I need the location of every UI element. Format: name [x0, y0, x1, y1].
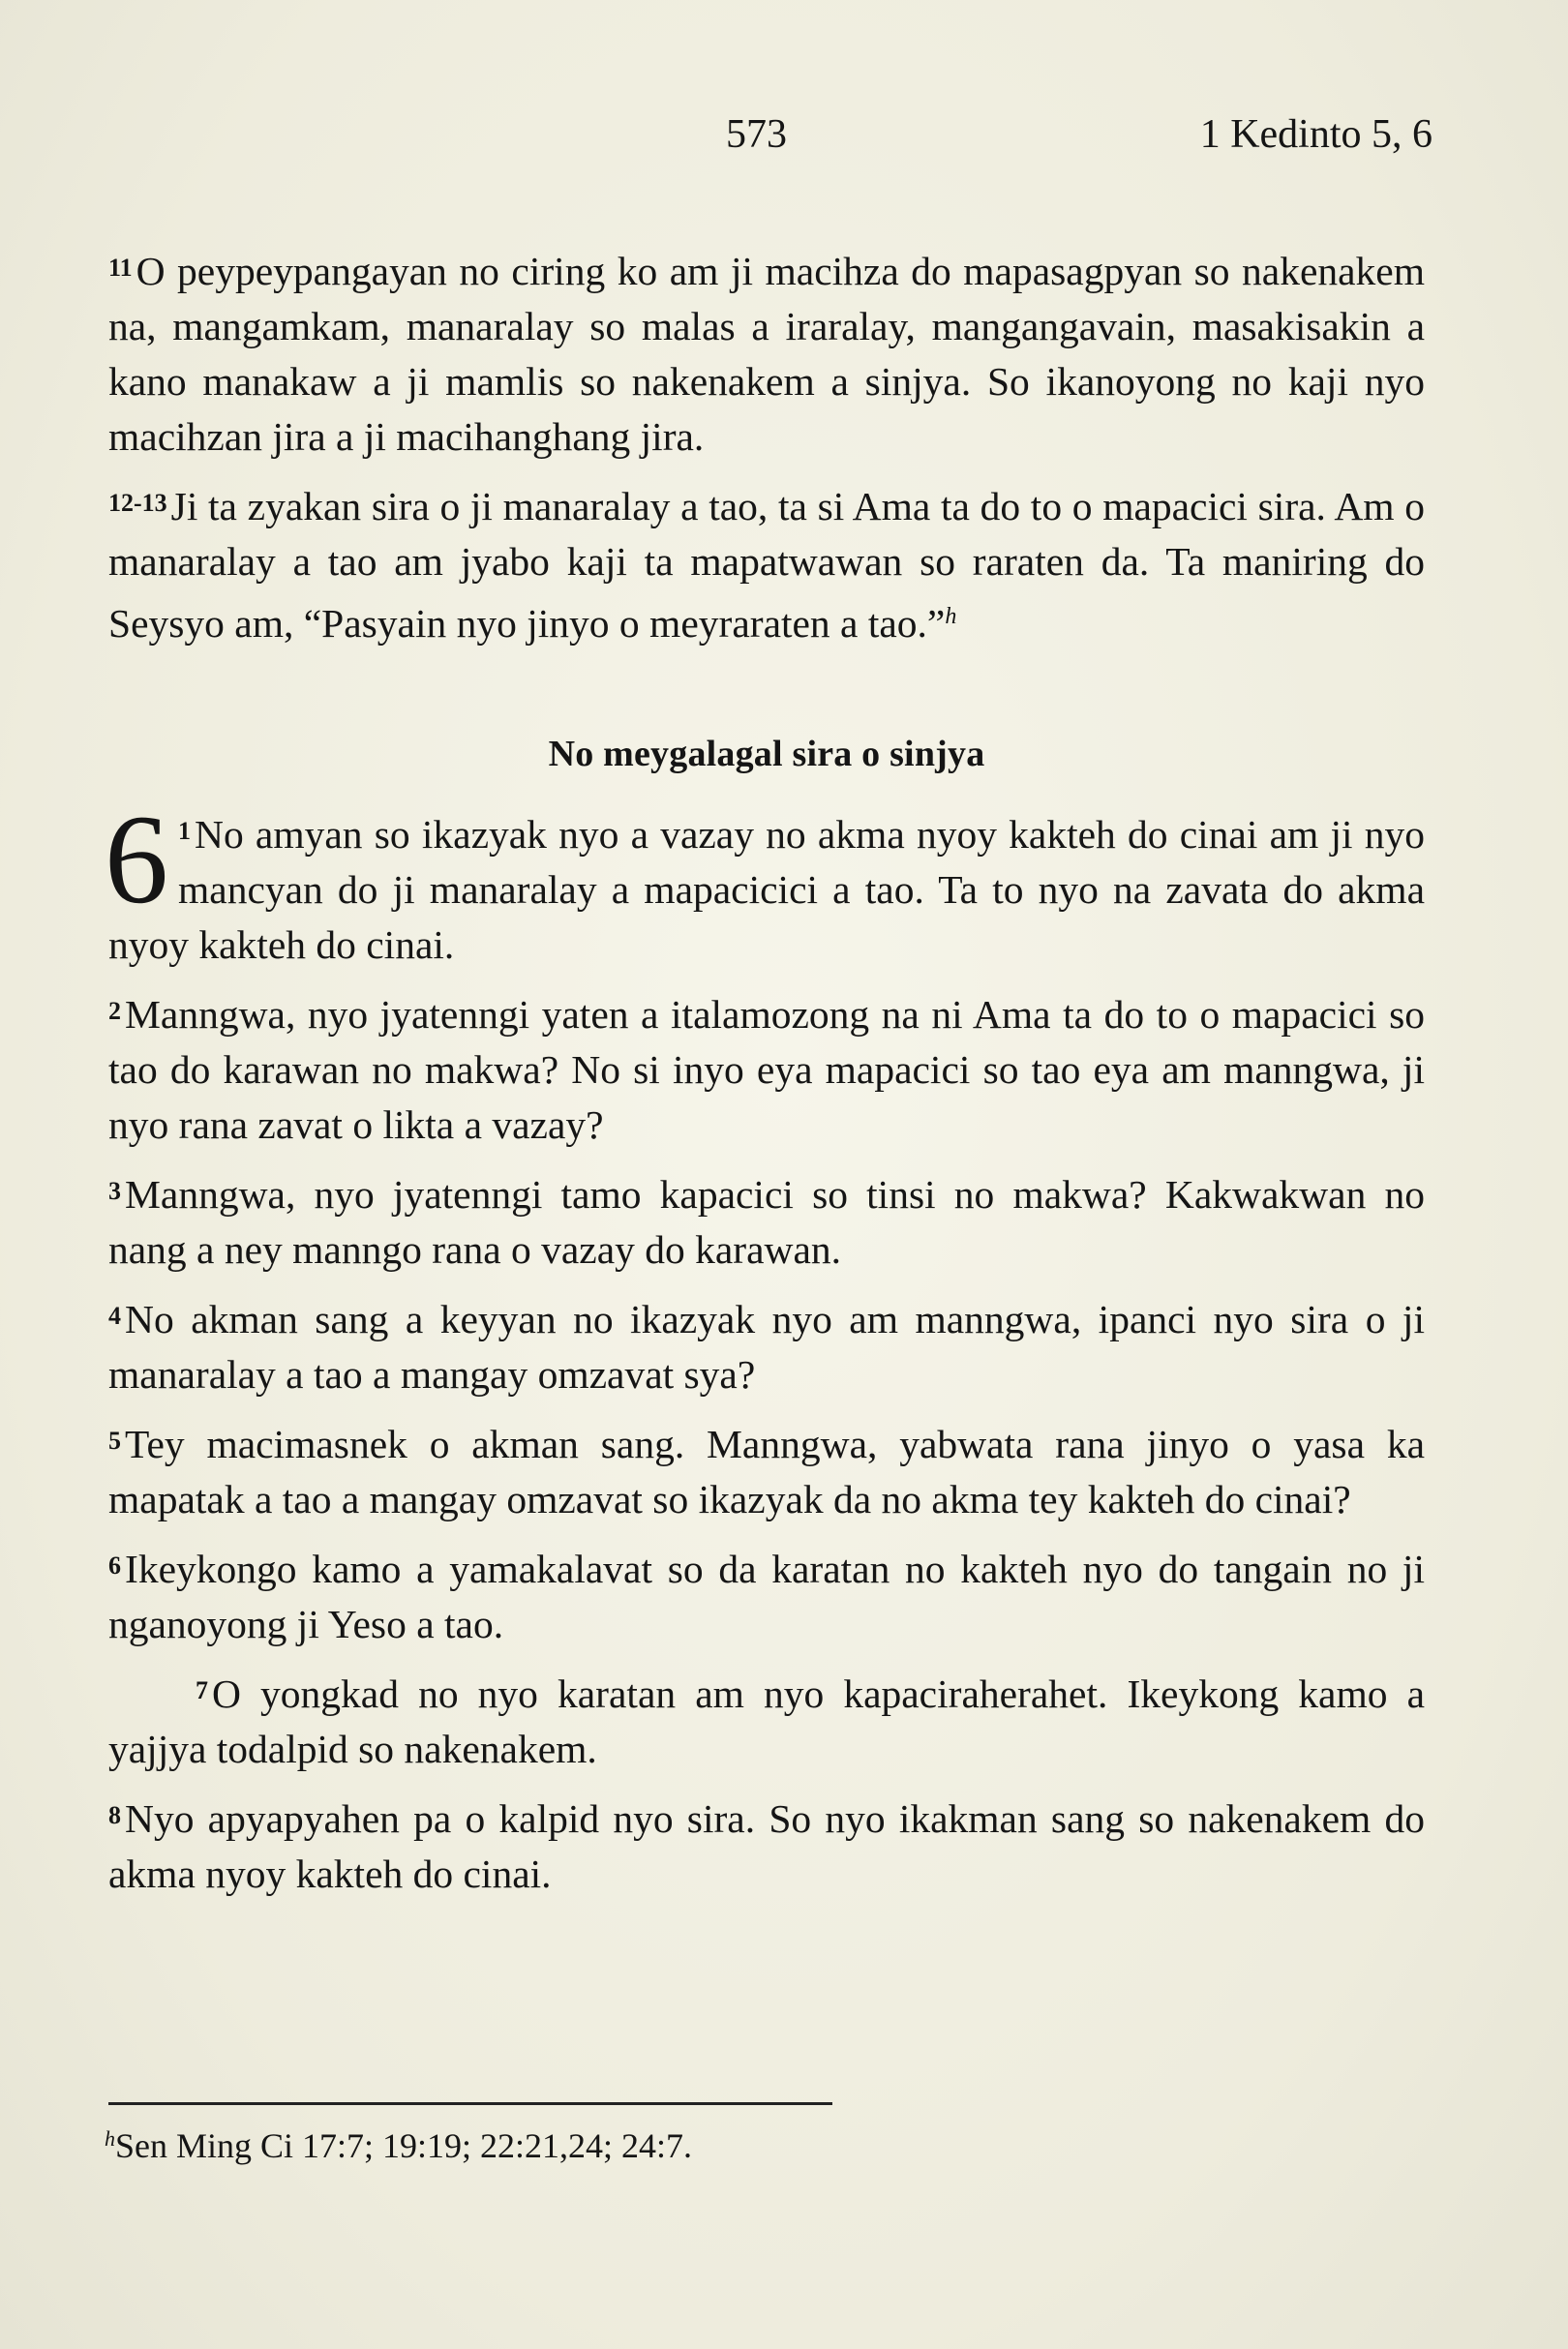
verse-6-6: [108, 1538, 1425, 1652]
verse-text: Ikeykongo kamo a yamakalavat so da karatan no kakteh nyo do tangain no ji nganoyong ji Yeso a tao.: [108, 1547, 1425, 1646]
verse-text: Manngwa, nyo jyatenngi yaten a italamozong na ni Ama ta do to o mapacici so tao do karawan no makwa? No si inyo eya mapacici so tao eya am manngwa, ji nyo rana zavat o likta a vazay?: [108, 992, 1425, 1147]
verse-number: 2: [108, 997, 121, 1025]
footnote-text: Sen Ming Ci 17:7; 19:19; 22:21,24; 24:7.: [115, 2126, 693, 2165]
verse-number: 7: [196, 1676, 208, 1704]
verse-number: 5: [108, 1427, 121, 1455]
verse-6-7: [108, 1663, 1425, 1777]
verse-text: O peypeypangayan no ciring ko am ji macihza do mapasagpyan so nakenakem na, mangamkam, manaralay so malas a iraralay, mangangavain, masakisakin a kano manakaw a ji mamlis so nakenakem a sinjya. So ikanoyong no kaji nyo macihzan jira a ji macihanghang jira.: [108, 249, 1425, 459]
verse-number: 1: [178, 817, 191, 845]
verse-number: 6: [108, 1551, 121, 1580]
verse-6-4: [108, 1288, 1425, 1402]
footnote-ref: h: [945, 604, 957, 629]
verse-number: 3: [108, 1177, 121, 1205]
verse-text: Tey macimasnek o akman sang. Manngwa, yabwata rana jinyo o yasa ka mapatak a tao a mangay omzavat so ikazyak da no akma tey kakteh do cinai?: [108, 1422, 1425, 1521]
verse-text: Manngwa, nyo jyatenngi tamo kapacici so tinsi no makwa? Kakwakwan no nang a ney manngo rana o vazay do karawan.: [108, 1172, 1425, 1272]
verse-number: 8: [108, 1801, 121, 1829]
page-header: [0, 111, 1568, 169]
section-heading: No meygalagal sira o sinjya: [548, 734, 985, 774]
verse-6-3: [108, 1163, 1425, 1278]
verse-11: [108, 240, 1425, 465]
running-head: 1 Kedinto 5, 6: [1199, 112, 1432, 157]
chapter-number: 6: [105, 788, 168, 930]
verse-text: No akman sang a keyyan no ikazyak nyo am manngwa, ipanci nyo sira o ji manaralay a tao a mangay omzavat sya?: [108, 1297, 1425, 1397]
verse-6-2: [108, 983, 1425, 1153]
footnote-mark: h: [105, 2126, 115, 2151]
verse-text: O yongkad no nyo karatan am nyo kapaciraherahet. Ikeykong kamo a yajjya todalpid so nakenakem.: [108, 1671, 1425, 1771]
verse-text: Nyo apyapyahen pa o kalpid nyo sira. So nyo ikakman sang so nakenakem do akma nyoy kakteh do cinai.: [108, 1796, 1425, 1896]
verse-number: 12-13: [108, 489, 167, 517]
verse-6-8: [108, 1788, 1425, 1902]
footnote-divider: [108, 2102, 832, 2105]
verse-text: Ji ta zyakan sira o ji manaralay a tao, ta si Ama ta do to o mapacici sira. Am o manaralay a tao am jyabo kaji ta mapatwawan so raraten da. Ta maniring do Seysyo am, “Pasyain nyo jinyo o meyraraten a tao.”: [108, 484, 1425, 646]
page-body: [105, 240, 1425, 1912]
page-number: 573: [726, 112, 787, 157]
footnote: [105, 2125, 692, 2166]
verse-text: No amyan so ikazyak nyo a vazay no akma nyoy kakteh do cinai am ji nyo mancyan do ji manaralay a mapacicici a tao. Ta to nyo na zavata do akma nyoy kakteh do cinai.: [108, 812, 1425, 967]
verse-number: 4: [108, 1302, 121, 1330]
verse-6-1: [105, 788, 1425, 973]
verse-number: 11: [108, 254, 133, 282]
verse-6-5: [108, 1413, 1425, 1527]
verse-12-13: [108, 475, 1425, 651]
